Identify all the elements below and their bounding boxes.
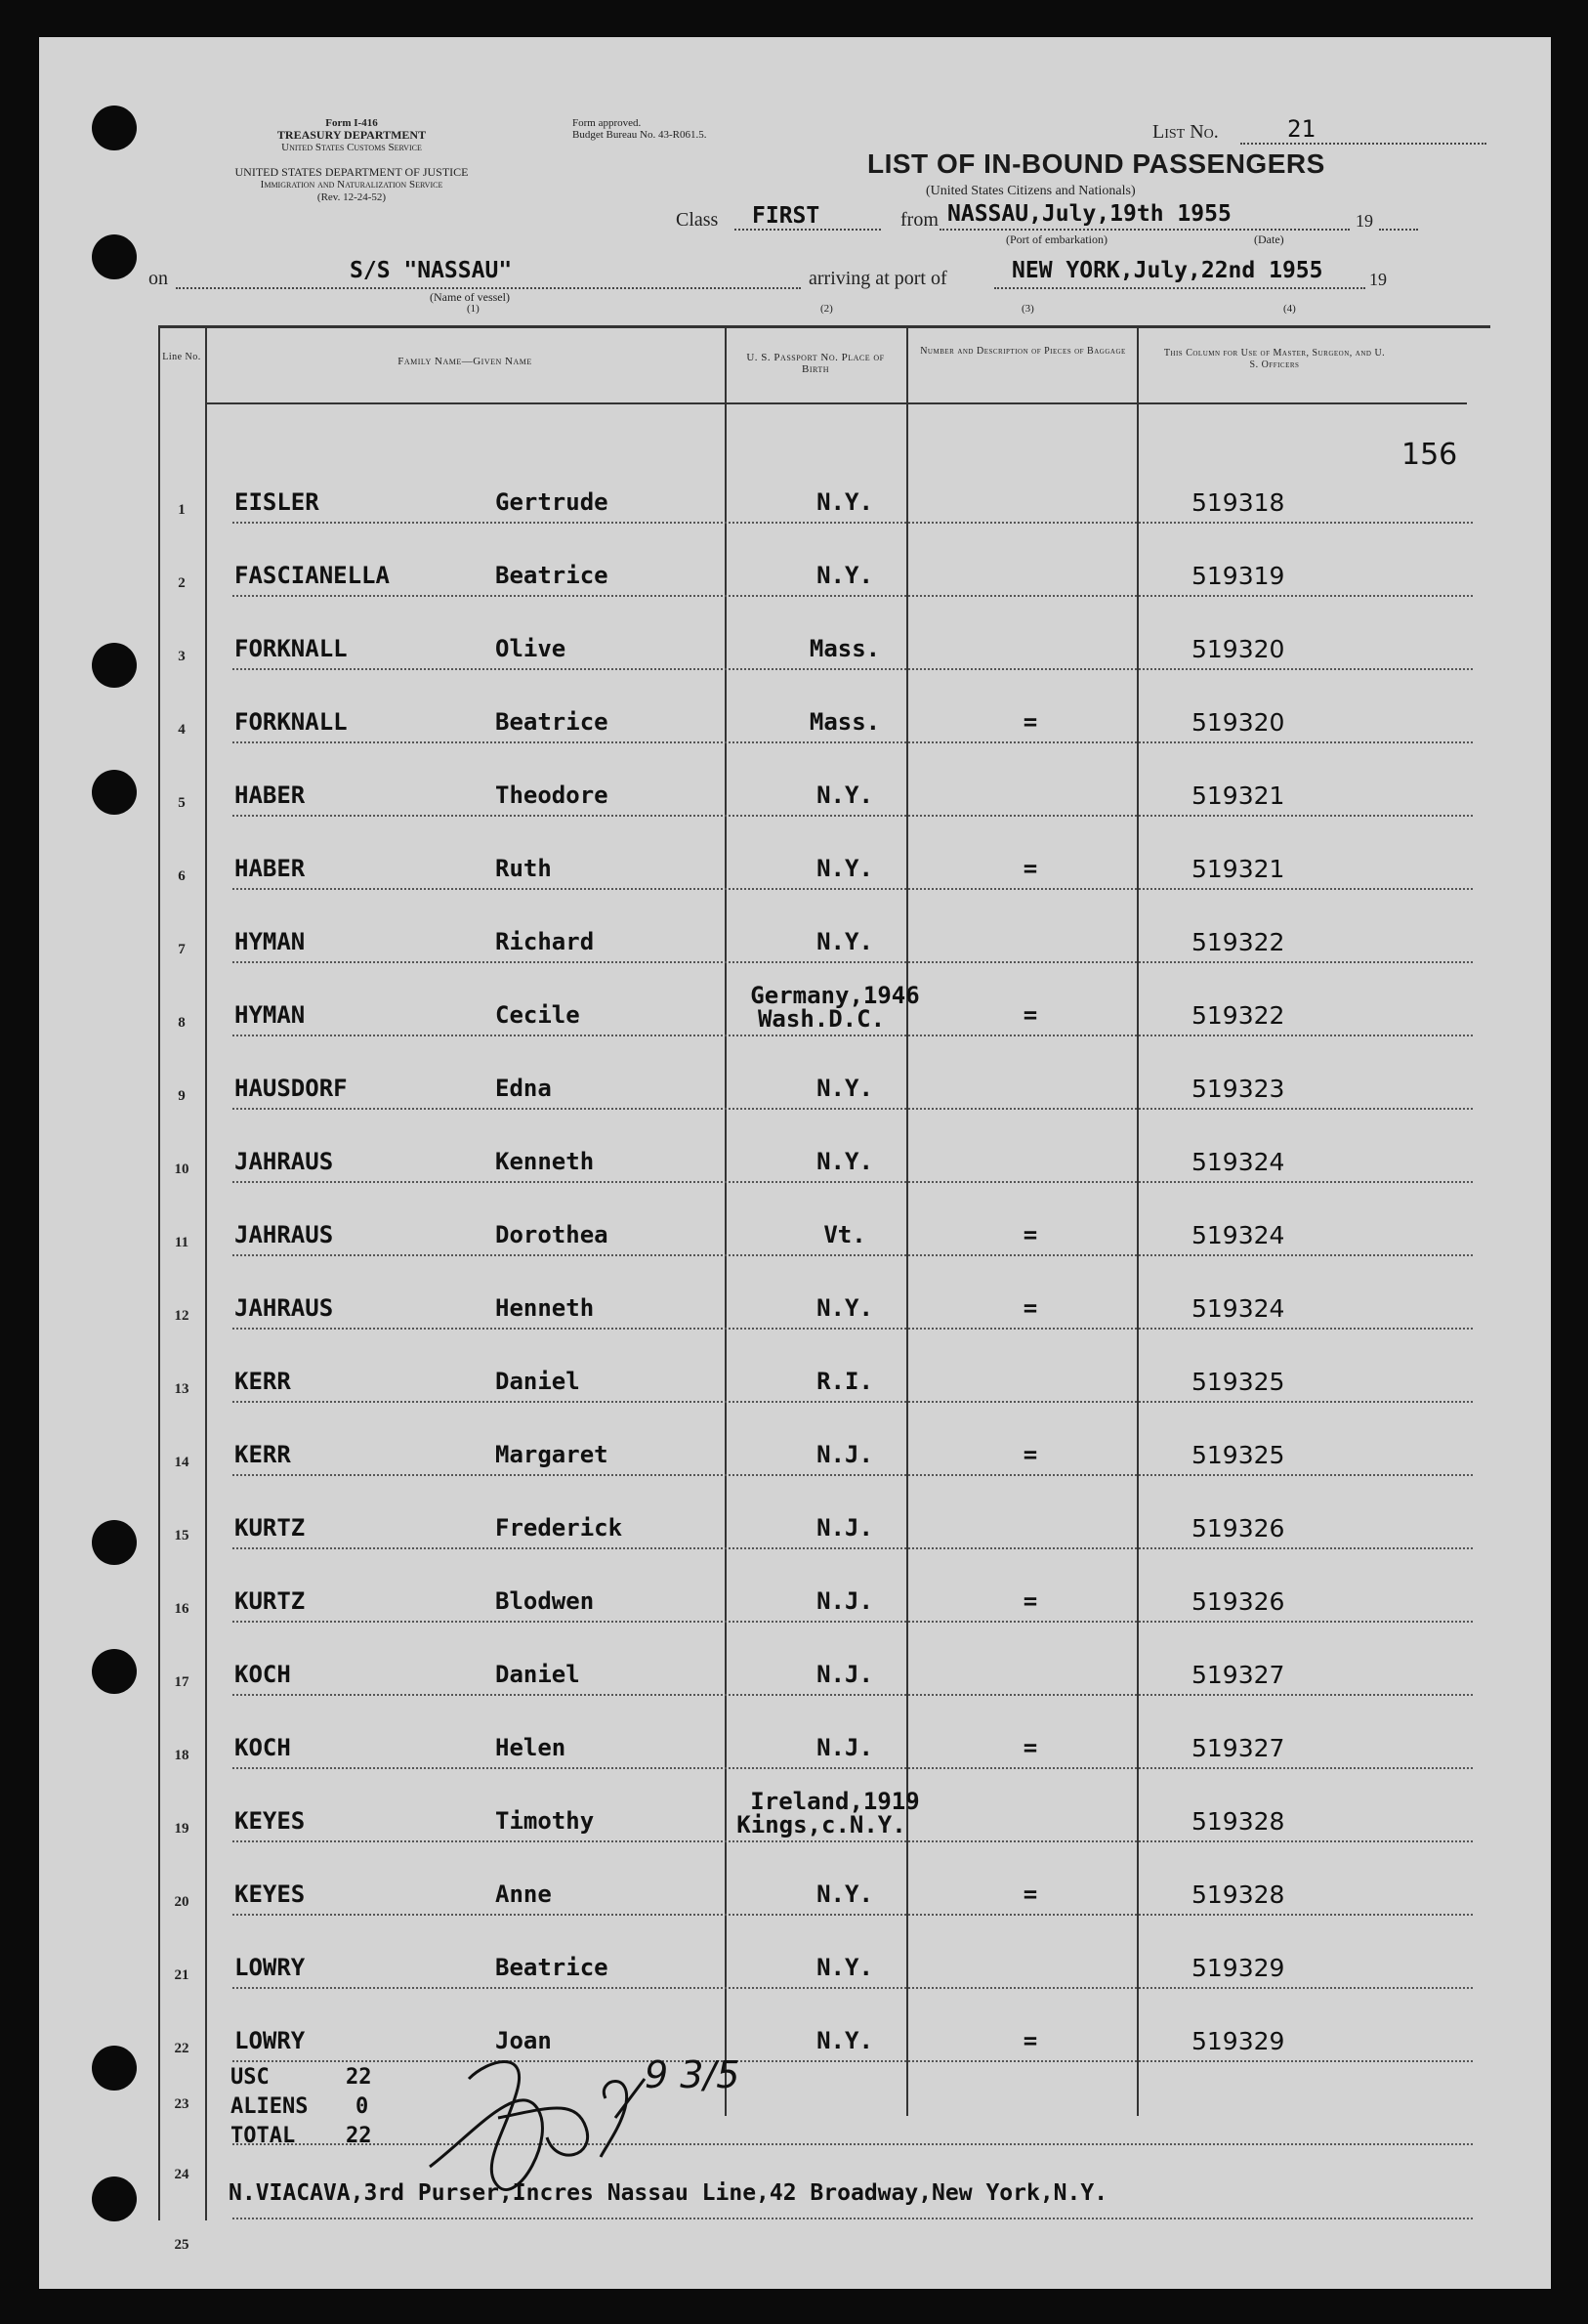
row-line — [232, 595, 1473, 597]
row-line — [232, 1914, 1473, 1916]
officer-number: 519329 — [1191, 2027, 1285, 2055]
total-aliens-label: ALIENS — [230, 2094, 309, 2119]
line-number: 11 — [174, 1235, 189, 1250]
officer-number: 519329 — [1191, 1954, 1285, 1982]
line-number: 7 — [178, 942, 186, 957]
officer-number: 519324 — [1191, 1221, 1285, 1249]
given-name: Joan — [495, 2027, 552, 2054]
family-name: KEYES — [234, 1880, 306, 1908]
total-aliens-value: 0 — [355, 2094, 369, 2119]
family-name: HAUSDORF — [234, 1075, 348, 1102]
officer-number: 519327 — [1191, 1734, 1285, 1762]
list-no-line — [1240, 143, 1486, 145]
row-line — [232, 522, 1473, 524]
punch-hole — [92, 234, 137, 279]
place-of-birth: N.Y. — [816, 1880, 873, 1908]
given-name: Helen — [495, 1734, 566, 1761]
place-of-birth: Ireland,1919 — [750, 1788, 920, 1815]
family-name: JAHRAUS — [234, 1294, 334, 1322]
place-of-birth-line2: Wash.D.C. — [757, 1005, 886, 1033]
total-total-label: TOTAL — [230, 2124, 296, 2148]
class-label: Class — [676, 209, 719, 231]
line-number: 24 — [174, 2167, 189, 2182]
line-number: 14 — [174, 1455, 189, 1470]
place-of-birth: N.Y. — [816, 562, 873, 589]
place-of-birth: N.Y. — [816, 782, 873, 809]
baggage: = — [1023, 855, 1038, 882]
officer-number: 519320 — [1191, 635, 1285, 663]
family-name: EISLER — [234, 488, 319, 516]
caption-3: (3) — [1022, 303, 1034, 315]
place-of-birth: N.J. — [816, 1587, 873, 1615]
punch-hole — [92, 770, 137, 815]
caption-4: (4) — [1283, 303, 1296, 315]
line-number: 13 — [174, 1381, 189, 1397]
baggage: = — [1023, 1294, 1038, 1322]
given-name: Ruth — [495, 855, 552, 882]
punch-hole — [92, 1649, 137, 1694]
line-number: 23 — [174, 2096, 189, 2112]
given-name: Kenneth — [495, 1148, 595, 1175]
family-name: KURTZ — [234, 1514, 306, 1542]
row-line — [232, 1401, 1473, 1403]
list-no-value: 21 — [1287, 115, 1316, 143]
place-of-birth: N.J. — [816, 1514, 873, 1542]
arriving-label: arriving at port of — [809, 268, 947, 289]
total-total-value: 22 — [346, 2124, 372, 2148]
officer-number: 519324 — [1191, 1148, 1285, 1176]
row-line — [232, 1181, 1473, 1183]
officer-number: 519328 — [1191, 1807, 1285, 1836]
line-number: 18 — [174, 1748, 189, 1763]
col-header-baggage: Number and Description of Pieces of Baggage — [920, 346, 1126, 357]
page-title: LIST OF IN-BOUND PASSENGERS — [867, 148, 1325, 179]
row-line — [232, 1108, 1473, 1110]
place-of-birth: Vt. — [823, 1221, 866, 1248]
line-number: 25 — [174, 2237, 189, 2253]
family-name: FORKNALL — [234, 635, 348, 662]
budget-bureau: Budget Bureau No. 43-R061.5. — [572, 129, 707, 141]
officer-number: 519321 — [1191, 855, 1285, 883]
line-number: 15 — [174, 1528, 189, 1543]
list-no-label: List No. — [1152, 121, 1219, 143]
place-of-birth: N.Y. — [816, 928, 873, 955]
line-number: 16 — [174, 1601, 189, 1617]
punch-hole — [92, 106, 137, 150]
given-name: Anne — [495, 1880, 552, 1908]
place-of-birth: Mass. — [809, 635, 881, 662]
baggage: = — [1023, 1221, 1038, 1248]
row-line — [232, 1987, 1473, 1989]
year-suffix: 19 — [1356, 211, 1373, 231]
family-name: KURTZ — [234, 1587, 306, 1615]
given-name: Daniel — [495, 1661, 580, 1688]
officer-number: 519322 — [1191, 928, 1285, 956]
officer-number: 519322 — [1191, 1001, 1285, 1030]
given-name: Beatrice — [495, 708, 608, 736]
form-number: Form I-416 — [325, 117, 378, 129]
family-name: KOCH — [234, 1734, 291, 1761]
total-usc-value: 22 — [346, 2065, 372, 2090]
given-name: Gertrude — [495, 488, 608, 516]
signature-note: 9 3/5 — [645, 2053, 740, 2096]
row-line — [232, 1840, 1473, 1842]
given-name: Frederick — [495, 1514, 623, 1542]
given-name: Margaret — [495, 1441, 608, 1468]
baggage: = — [1023, 1001, 1038, 1029]
family-name: LOWRY — [234, 2027, 306, 2054]
family-name: LOWRY — [234, 1954, 306, 1981]
col-header-name: Family Name—Given Name — [397, 356, 532, 367]
baggage: = — [1023, 1587, 1038, 1615]
col-divider-line — [205, 328, 207, 2220]
given-name: Beatrice — [495, 562, 608, 589]
caption-2: (2) — [820, 303, 833, 315]
place-of-birth: R.I. — [816, 1368, 873, 1395]
punch-hole — [92, 2046, 137, 2091]
family-name: FORKNALL — [234, 708, 348, 736]
given-name: Beatrice — [495, 1954, 608, 1981]
row-line — [232, 888, 1473, 890]
given-name: Cecile — [495, 1001, 580, 1029]
given-name: Edna — [495, 1075, 552, 1102]
from-label: from — [900, 209, 939, 231]
table-top-border — [158, 325, 1490, 328]
customs-service: United States Customs Service — [281, 142, 422, 153]
officer-number: 519325 — [1191, 1441, 1285, 1469]
place-of-birth: N.J. — [816, 1441, 873, 1468]
family-name: KERR — [234, 1368, 291, 1395]
year-line — [1379, 229, 1418, 231]
line-number: 9 — [178, 1088, 186, 1104]
family-name: JAHRAUS — [234, 1148, 334, 1175]
row-line — [232, 1035, 1473, 1036]
form-approved: Form approved. — [572, 117, 642, 129]
place-of-birth: N.Y. — [816, 2027, 873, 2054]
officer-number: 519324 — [1191, 1294, 1285, 1323]
page-number: 156 — [1401, 438, 1458, 472]
line-number: 19 — [174, 1821, 189, 1837]
line-number: 1 — [178, 502, 186, 518]
place-of-birth: N.Y. — [816, 855, 873, 882]
line-number: 4 — [178, 722, 186, 738]
family-name: HYMAN — [234, 928, 306, 955]
given-name: Blodwen — [495, 1587, 595, 1615]
line-number: 22 — [174, 2041, 189, 2056]
given-name: Henneth — [495, 1294, 595, 1322]
officer-number: 519321 — [1191, 782, 1285, 810]
page-subtitle: (United States Citizens and Nationals) — [926, 184, 1136, 198]
line-number: 2 — [178, 575, 186, 591]
row-line — [232, 961, 1473, 963]
row-line — [232, 1767, 1473, 1769]
row-line — [232, 815, 1473, 817]
place-of-birth: N.Y. — [816, 1075, 873, 1102]
given-name: Dorothea — [495, 1221, 608, 1248]
given-name: Daniel — [495, 1368, 580, 1395]
line-number: 5 — [178, 795, 186, 811]
col-header-officers: This Column for Use of Master, Surgeon, and U. S. Officers — [1163, 348, 1386, 370]
vessel-value: S/S "NASSAU" — [350, 258, 513, 283]
line-number: 12 — [174, 1308, 189, 1324]
baggage: = — [1023, 1441, 1038, 1468]
place-of-birth: N.Y. — [816, 488, 873, 516]
family-name: HYMAN — [234, 1001, 306, 1029]
given-name: Olive — [495, 635, 566, 662]
family-name: KOCH — [234, 1661, 291, 1688]
row-line — [232, 741, 1473, 743]
line-number: 3 — [178, 649, 186, 664]
arrival-line — [994, 287, 1365, 289]
baggage: = — [1023, 708, 1038, 736]
officer-number: 519326 — [1191, 1587, 1285, 1616]
ins-service: Immigration and Naturalization Service — [260, 179, 443, 190]
given-name: Richard — [495, 928, 595, 955]
family-name: KEYES — [234, 1807, 306, 1835]
header-bottom-line — [205, 402, 729, 404]
place-of-birth: N.Y. — [816, 1148, 873, 1175]
place-of-birth: N.J. — [816, 1734, 873, 1761]
family-name: KERR — [234, 1441, 291, 1468]
col-header-passport: U. S. Passport No. Place of Birth — [746, 352, 885, 375]
revision: (Rev. 12-24-52) — [316, 191, 387, 203]
from-value: NASSAU,July,19th 1955 — [947, 201, 1232, 227]
total-usc-label: USC — [230, 2065, 270, 2090]
line-number: 10 — [174, 1162, 189, 1177]
year-suffix-2: 19 — [1369, 270, 1387, 289]
caption-1: (1) — [467, 303, 480, 315]
row-line — [232, 1254, 1473, 1256]
given-name: Theodore — [495, 782, 608, 809]
row-line — [232, 1547, 1473, 1549]
class-line — [734, 229, 881, 231]
row-line — [232, 668, 1473, 670]
treasury-department: TREASURY DEPARTMENT — [276, 128, 427, 142]
baggage: = — [1023, 1734, 1038, 1761]
punch-hole — [92, 643, 137, 688]
col-header-line-no: Line No. — [162, 352, 201, 362]
officer-number: 519326 — [1191, 1514, 1285, 1542]
vessel-caption: (Name of vessel) — [430, 290, 510, 304]
punch-hole — [92, 2176, 137, 2221]
baggage: = — [1023, 1880, 1038, 1908]
justice-department: UNITED STATES DEPARTMENT OF JUSTICE — [234, 165, 469, 179]
officer-number: 519319 — [1191, 562, 1285, 590]
family-name: HABER — [234, 782, 306, 809]
class-value: FIRST — [752, 203, 820, 229]
officer-number: 519327 — [1191, 1661, 1285, 1689]
officer-number: 519323 — [1191, 1075, 1285, 1103]
place-of-birth: N.Y. — [816, 1294, 873, 1322]
arrival-value: NEW YORK,July,22nd 1955 — [1012, 258, 1323, 283]
officer-number: 519318 — [1191, 488, 1285, 517]
row-line — [232, 1694, 1473, 1696]
place-of-birth: Mass. — [809, 708, 881, 736]
row-line — [232, 1474, 1473, 1476]
family-name: FASCIANELLA — [234, 562, 390, 589]
officer-number: 519328 — [1191, 1880, 1285, 1909]
manifest-page — [39, 37, 1551, 2289]
line-number: 20 — [174, 1894, 189, 1910]
line-number: 21 — [174, 1967, 189, 1983]
row-line — [232, 1621, 1473, 1623]
place-of-birth-line2: Kings,c.N.Y. — [736, 1811, 906, 1838]
place-of-birth: Germany,1946 — [750, 982, 920, 1009]
given-name: Timothy — [495, 1807, 595, 1835]
from-line — [940, 229, 1350, 231]
line-number: 6 — [178, 868, 186, 884]
officer-number: 519325 — [1191, 1368, 1285, 1396]
punch-hole — [92, 1520, 137, 1565]
vessel-line — [176, 287, 801, 289]
place-of-birth: N.J. — [816, 1661, 873, 1688]
table-left-border — [158, 325, 160, 2220]
port-embark-caption: (Port of embarkation) — [1006, 232, 1107, 246]
officer-number: 519320 — [1191, 708, 1285, 737]
header-bottom-line — [725, 402, 1467, 404]
on-label: on — [148, 268, 168, 289]
date-caption: (Date) — [1254, 232, 1284, 246]
row-line — [232, 2218, 1473, 2219]
row-line — [232, 1328, 1473, 1330]
line-number: 8 — [178, 1015, 186, 1031]
family-name: JAHRAUS — [234, 1221, 334, 1248]
purser-line: N.VIACAVA,3rd Purser,Incres Nassau Line,42 Broadway,New York,N.Y. — [229, 2180, 1108, 2206]
baggage: = — [1023, 2027, 1038, 2054]
line-number: 17 — [174, 1674, 189, 1690]
place-of-birth: N.Y. — [816, 1954, 873, 1981]
family-name: HABER — [234, 855, 306, 882]
